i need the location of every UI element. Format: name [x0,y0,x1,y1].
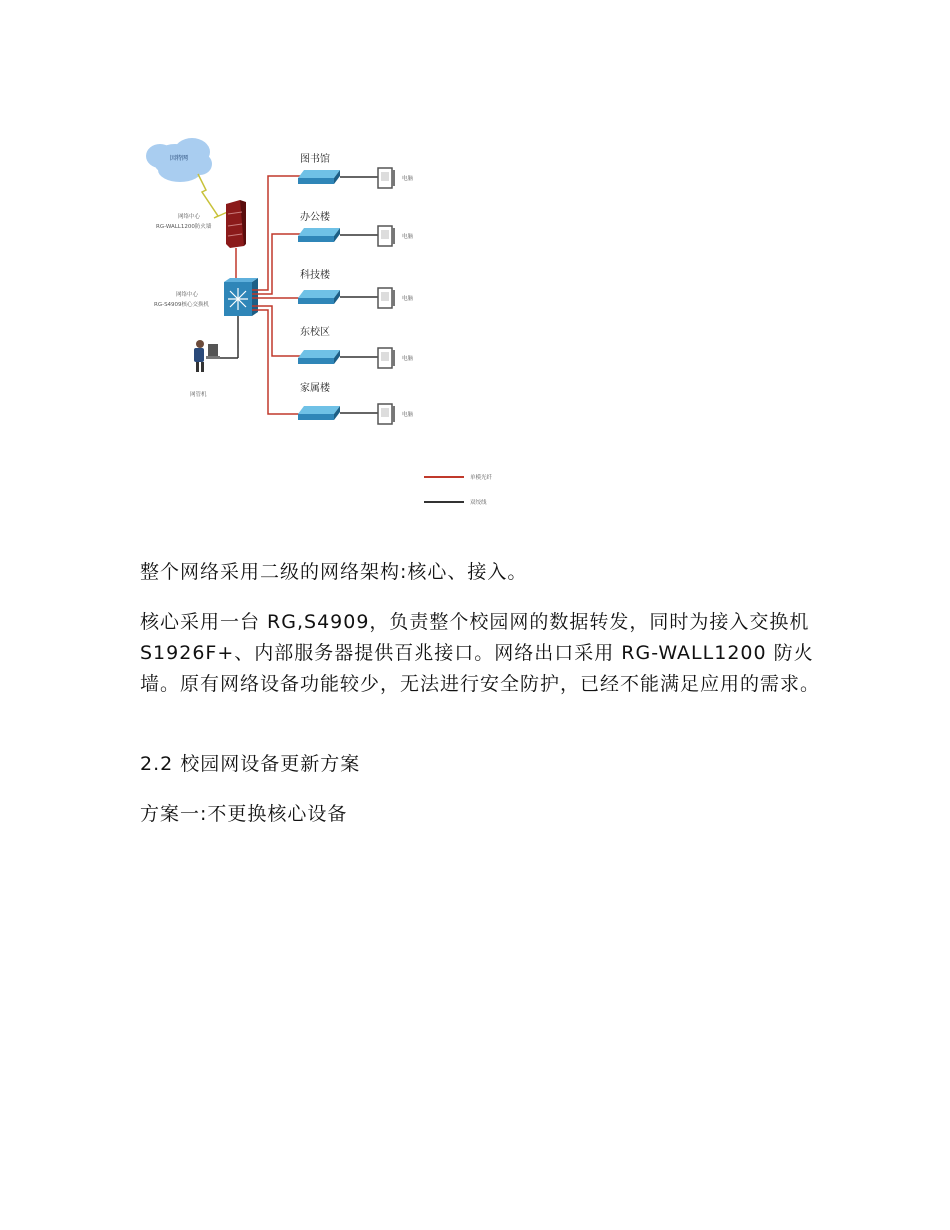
legend-twisted-pair-label: 双绞线 [470,500,487,506]
access-switch-icon [298,228,340,242]
access-switch-icon [298,290,340,304]
pc-icon [378,404,395,424]
branch-east-campus [298,325,414,368]
branch-office [298,210,414,246]
network-topology-diagram [140,130,520,520]
building-label: 家属楼 [300,383,330,394]
firewall-icon [226,200,246,248]
building-label: 科技楼 [300,270,330,281]
core-label-line2: RG-S4909核心交换机 [154,302,210,308]
paragraph-core-description: 核心采用一台 RG,S4909，负责整个校园网的数据转发，同时为接入交换机 S1926F+、内部服务器提供百兆接口。网络出口采用 RG-WALL1200 防火墙。原有网络设备功能较少，无法进行安全防护，已经不能满足应用的需求。 [140,611,821,695]
paragraph-architecture: 整个网络采用二级的网络架构:核心、接入。 [140,561,528,583]
paragraph-plan-one: 方案一:不更换核心设备 [140,803,348,825]
legend-fiber-label: 单模光纤 [470,475,493,481]
branch-tech [298,268,414,308]
internet-label: 因特网 [170,155,189,162]
firewall-label-line2: RG-WALL1200防火墙 [156,224,212,230]
diagram-legend [424,473,493,506]
branch-library [298,152,414,188]
pc-label: 电脑 [402,176,414,182]
pc-icon [378,348,395,368]
building-label: 办公楼 [300,212,330,223]
pc-label: 电脑 [402,296,414,302]
pc-label: 电脑 [402,234,414,240]
access-switch-icon [298,350,340,364]
building-label: 东校区 [300,327,330,338]
building-label: 图书馆 [300,154,330,165]
section-heading: 2.2 校园网设备更新方案 [140,753,361,775]
pc-icon [378,226,395,246]
access-switch-icon [298,406,340,420]
admin-label: 网管机 [190,392,207,398]
admin-workstation-icon [194,340,220,372]
firewall-label-line1: 网络中心 [178,214,201,220]
fiber-links [252,176,304,414]
core-label-line1: 网络中心 [176,292,199,298]
pc-icon [378,288,395,308]
access-switch-icon [298,170,340,184]
pc-label: 电脑 [402,412,414,418]
pc-icon [378,168,395,188]
pc-label: 电脑 [402,356,414,362]
branch-family [298,381,414,424]
